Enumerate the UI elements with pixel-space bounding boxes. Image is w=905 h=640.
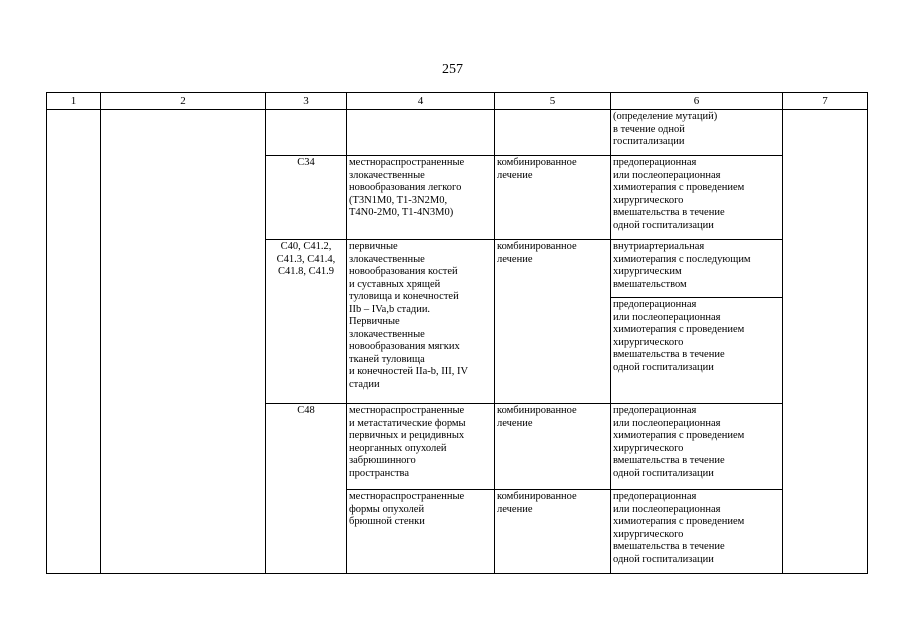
diagnosis-cell: местнораспространенные формы опухолей брюшной стенки xyxy=(347,490,495,574)
treatment-type-cell: комбинированное лечение xyxy=(495,490,611,574)
medical-care-table xyxy=(46,92,868,574)
code-cell xyxy=(266,110,347,156)
code-cell: C48 xyxy=(266,404,347,574)
treatment-method-cell: предоперационная или послеоперационная химиотерапия с проведением хирургического вмешательства в течение одной госпитализации xyxy=(611,490,783,574)
column-header: 1 xyxy=(47,93,101,110)
treatment-type-cell xyxy=(495,110,611,156)
column-header: 5 xyxy=(495,93,611,110)
treatment-type-cell: комбинированное лечение xyxy=(495,240,611,404)
treatment-type-cell: комбинированное лечение xyxy=(495,404,611,490)
profile-cell xyxy=(101,110,266,574)
page-number: 257 xyxy=(442,62,463,77)
treatment-method-cell: предоперационная или послеоперационная химиотерапия с проведением хирургического вмешательства в течение одной госпитализации xyxy=(611,404,783,490)
treatment-method-cell: предоперационная или послеоперационная химиотерапия с проведением хирургического вмешательства в течение одной госпитализации xyxy=(611,298,783,404)
column-header: 2 xyxy=(101,93,266,110)
diagnosis-cell: местнораспространенные злокачественные новообразования легкого (T3N1M0, T1-3N2M0, T4N0-2M0, T1-4N3M0) xyxy=(347,156,495,240)
column-header: 7 xyxy=(783,93,868,110)
column-header: 4 xyxy=(347,93,495,110)
diagnosis-cell: первичные злокачественные новообразования костей и суставных хрящей туловища и конечностей IIb – IVa,b стадии. Первичные злокачественные новообразования мягких тканей туловища и конечностей IIa-b, III, IV стадии xyxy=(347,240,495,404)
treatment-type-cell: комбинированное лечение xyxy=(495,156,611,240)
diagnosis-cell xyxy=(347,110,495,156)
table-row xyxy=(47,110,868,156)
column-header: 6 xyxy=(611,93,783,110)
code-cell: C40, C41.2, C41.3, C41.4, C41.8, C41.9 xyxy=(266,240,347,404)
treatment-method-cell: предоперационная или послеоперационная химиотерапия с проведением хирургического вмешательства в течение одной госпитализации xyxy=(611,156,783,240)
treatment-method-cell: внутриартериальная химиотерапия с последующим хирургическим вмешательством xyxy=(611,240,783,298)
table-header-row xyxy=(47,93,868,110)
treatment-method-cell: (определение мутаций) в течение одной госпитализации xyxy=(611,110,783,156)
column-header: 3 xyxy=(266,93,347,110)
tariff-cell xyxy=(783,110,868,574)
row-number-cell xyxy=(47,110,101,574)
code-cell: C34 xyxy=(266,156,347,240)
diagnosis-cell: местнораспространенные и метастатические формы первичных и рецидивных неорганных опухолей забрюшинного пространства xyxy=(347,404,495,490)
